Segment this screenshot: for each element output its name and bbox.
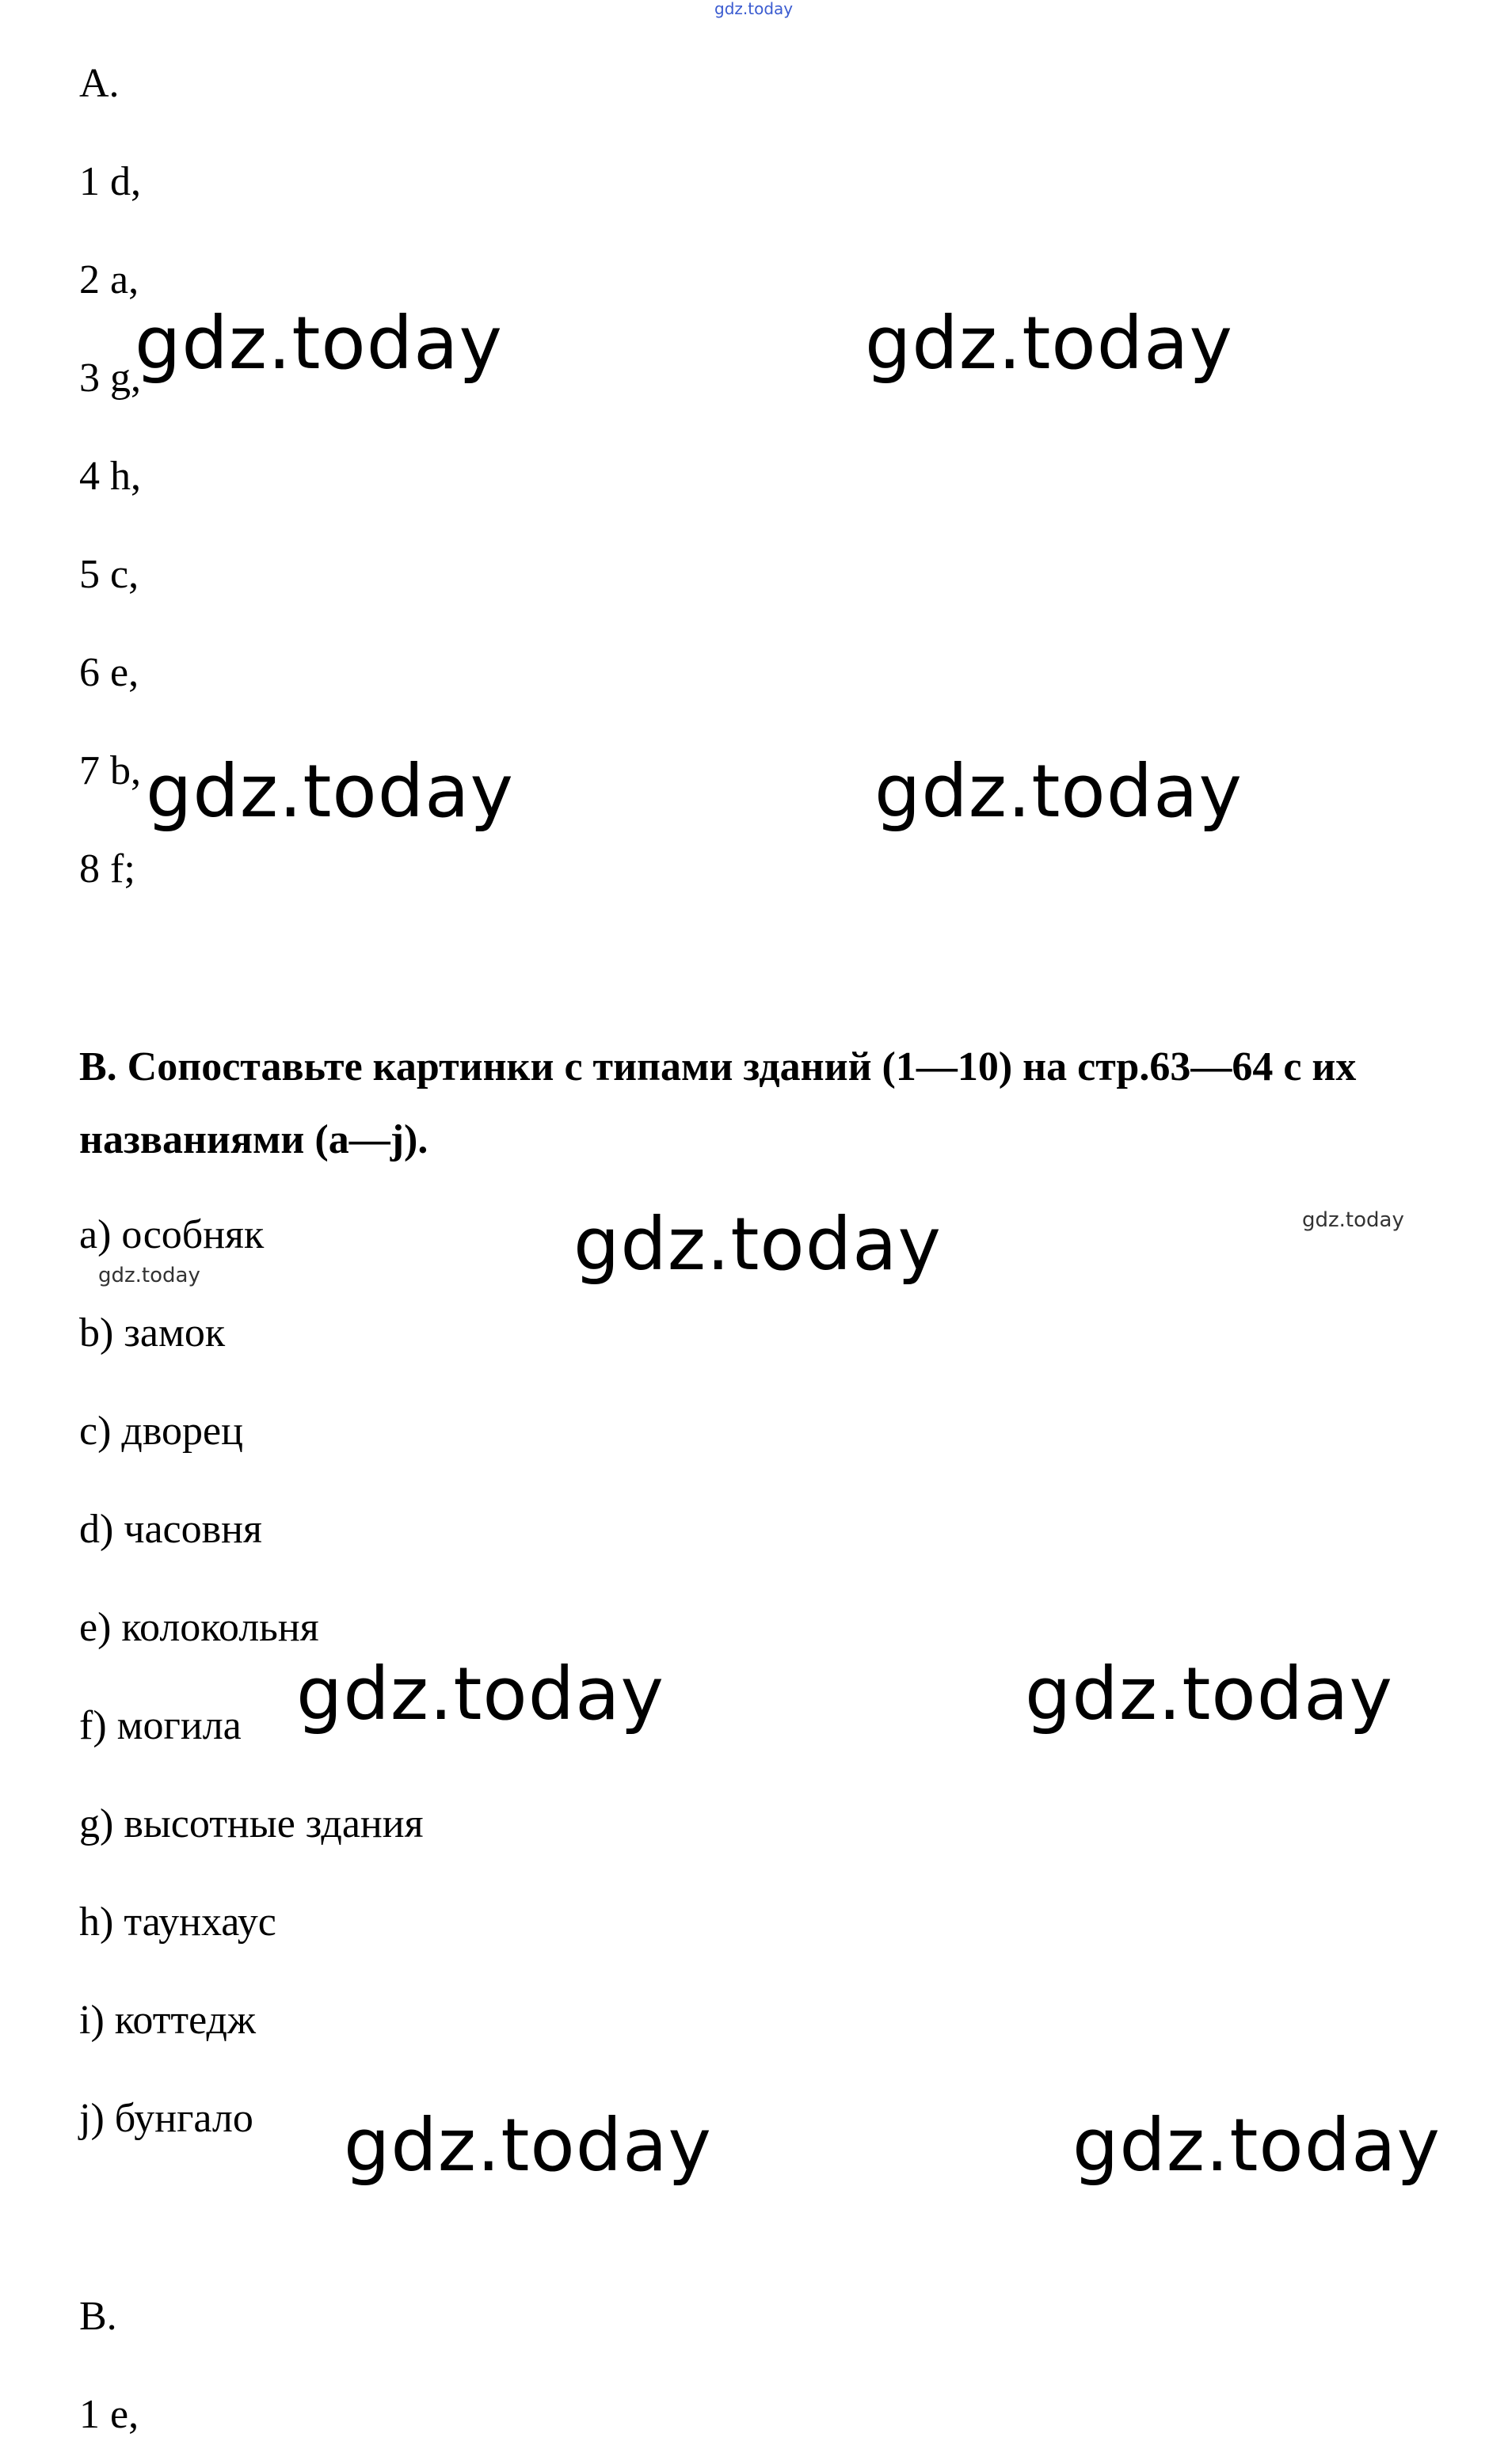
item-i: i) коттедж xyxy=(79,1998,256,2043)
answer-a-5: 5 c, xyxy=(79,552,139,597)
answer-a-4: 4 h, xyxy=(79,454,141,499)
item-g: g) высотные здания xyxy=(79,1801,424,1846)
watermark-large: gdz.today xyxy=(573,1202,942,1287)
watermark-small: gdz.today xyxy=(98,1264,200,1287)
watermark-large: gdz.today xyxy=(146,749,514,834)
answer-a-8: 8 f; xyxy=(79,846,135,892)
section-a-label: A. xyxy=(79,61,120,106)
item-a: a) особняк xyxy=(79,1212,265,1257)
watermark-large: gdz.today xyxy=(865,301,1233,386)
section-b-heading: B. Сопоставьте картинки с типами зданий (1—10) на стр.63—64 с их названиями (a—j). xyxy=(79,1044,1357,1162)
item-d: d) часовня xyxy=(79,1507,262,1552)
watermark-large: gdz.today xyxy=(135,301,503,386)
watermark-large: gdz.today xyxy=(296,1652,665,1736)
item-c: c) дворец xyxy=(79,1409,243,1454)
watermark-large: gdz.today xyxy=(344,2103,712,2188)
section-b-answers-label: B. xyxy=(79,2294,117,2339)
watermark-large: gdz.today xyxy=(1072,2103,1441,2188)
watermark-large: gdz.today xyxy=(1025,1652,1393,1736)
answer-a-6: 6 e, xyxy=(79,650,139,695)
watermark-small: gdz.today xyxy=(1302,1208,1404,1232)
item-h: h) таунхаус xyxy=(79,1899,276,1945)
answer-b-1: 1 e, xyxy=(79,2392,139,2437)
item-e: e) колокольня xyxy=(79,1605,319,1650)
watermark-top: gdz.today xyxy=(714,0,794,18)
item-j: j) бунгало xyxy=(79,2096,253,2141)
answer-a-2: 2 a, xyxy=(79,257,139,302)
answer-a-7: 7 b, xyxy=(79,748,141,793)
item-f: f) могила xyxy=(79,1703,242,1748)
item-b: b) замок xyxy=(79,1310,226,1356)
answer-a-1: 1 d, xyxy=(79,159,141,204)
watermark-large: gdz.today xyxy=(874,749,1243,834)
answer-a-3: 3 g, xyxy=(79,356,141,401)
